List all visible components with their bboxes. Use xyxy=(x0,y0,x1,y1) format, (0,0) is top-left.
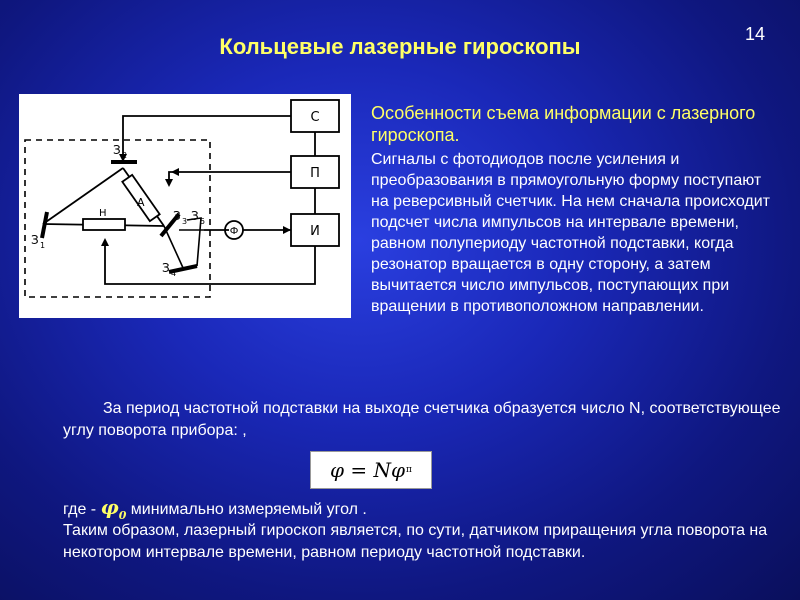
formula-text: φ = Nφ xyxy=(330,458,405,482)
period-paragraph xyxy=(63,398,783,442)
features-text xyxy=(371,102,771,317)
conclusion-paragraph: Таким образом, лазерный гироскоп является, по сути, датчиком приращения угла поворота на некотором интервале времени, равном периоду частотной подставки. xyxy=(63,522,768,561)
formula xyxy=(310,451,432,489)
svg-text:А: А xyxy=(137,196,145,209)
svg-text:Н: Н xyxy=(99,208,107,219)
svg-text:З: З xyxy=(191,209,199,223)
svg-text:5: 5 xyxy=(200,217,206,226)
phi0-symbol: $\varphi_0$ xyxy=(100,495,127,522)
svg-text:3: 3 xyxy=(182,217,188,226)
where-text: минимально измеряемый угол . xyxy=(130,501,367,518)
svg-text:4: 4 xyxy=(171,269,177,278)
slide-number: 14 xyxy=(745,24,766,44)
svg-text:З: З xyxy=(113,143,121,157)
svg-text:З: З xyxy=(162,261,170,275)
formula-subscript: п xyxy=(405,465,412,475)
slide-title: Кольцевые лазерные гироскопы xyxy=(219,34,581,59)
gyroscope-schematic xyxy=(19,94,351,318)
svg-text:З: З xyxy=(31,233,39,247)
label-s: С xyxy=(310,110,320,125)
svg-text:2: 2 xyxy=(122,151,128,160)
label-f: Ф xyxy=(229,226,239,237)
where-prefix: где - xyxy=(63,501,97,518)
svg-text:З: З xyxy=(173,209,181,223)
label-i: И xyxy=(310,224,320,239)
period-text: За период частотной подставки на выходе счетчика образуется число N, соответствующее углу поворота прибора: , xyxy=(63,400,781,439)
features-body: Сигналы с фотодиодов после усиления и преобразования в прямоугольную форму поступают на реверсивный счетчик. На нем сначала происходит подсчет числа импульсов на интервале времени, равном полупериоду частотной подставки, когда резонатор вращается в одну сторону, а затем вычитается число импульсов, поступающих при вращении в противоположном направлении. xyxy=(371,151,771,315)
svg-text:1: 1 xyxy=(40,241,46,250)
features-heading: Особенности съема информации с лазерного гироскопа. xyxy=(371,103,756,145)
label-p: П xyxy=(310,166,320,181)
